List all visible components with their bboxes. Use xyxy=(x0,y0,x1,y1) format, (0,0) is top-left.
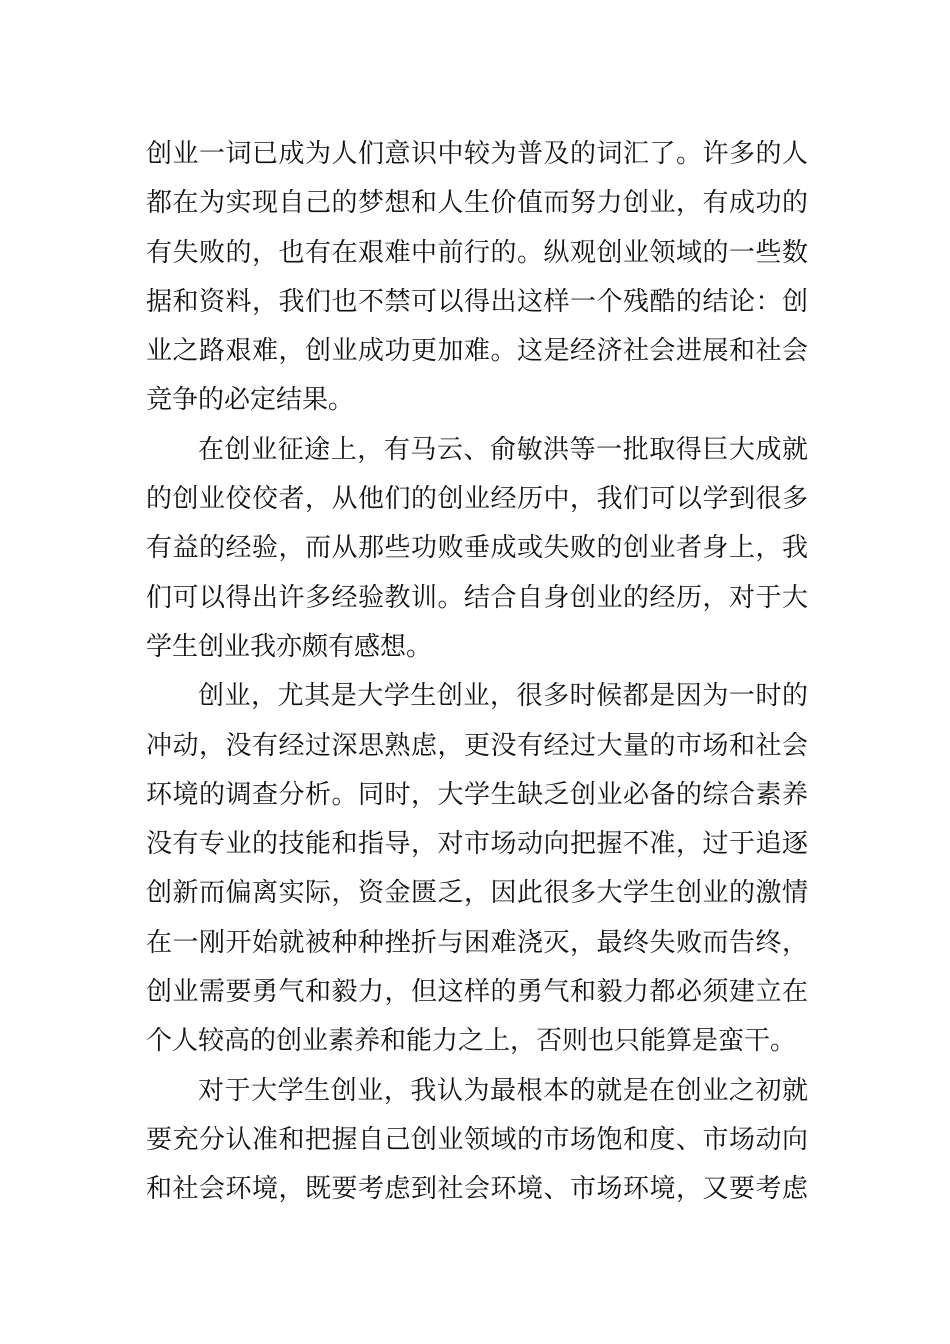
paragraph-2 xyxy=(146,426,808,672)
text-line: 们可以得出许多经验教训。结合自身创业的经历，对于大 xyxy=(146,582,808,613)
text-line: 业之路艰难，创业成功更加难。这是经济社会进展和社会 xyxy=(146,336,808,367)
text-line: 创新而偏离实际，资金匮乏，因此很多大学生创业的激情 xyxy=(146,878,808,909)
text-line: 的创业佼佼者，从他们的创业经历中，我们可以学到很多 xyxy=(146,484,808,515)
text-line: 据和资料，我们也不禁可以得出这样一个残酷的结论：创 xyxy=(146,286,808,317)
paragraph-1 xyxy=(146,130,808,426)
text-line: 创业，尤其是大学生创业，很多时候都是因为一时的 xyxy=(198,681,808,712)
text-line: 在一刚开始就被种种挫折与困难浇灭，最终失败而告终， xyxy=(146,927,808,958)
document-page xyxy=(146,130,808,1215)
paragraph-3 xyxy=(146,672,808,1066)
text-line: 要充分认准和把握自己创业领域的市场饱和度、市场动向 xyxy=(146,1124,808,1155)
text-line: 创业一词已成为人们意识中较为普及的词汇了。许多的人 xyxy=(146,139,808,169)
text-line: 个人较高的创业素养和能力之上，否则也只能算是蛮干。 xyxy=(146,1026,797,1057)
text-line: 竞争的必定结果。 xyxy=(146,385,355,416)
text-line: 冲动，没有经过深思熟虑，更没有经过大量的市场和社会 xyxy=(146,730,808,761)
paragraph-4 xyxy=(146,1067,808,1215)
text-line: 和社会环境，既要考虑到社会环境、市场环境，又要考虑 xyxy=(146,1174,808,1205)
text-line: 对于大学生创业，我认为最根本的就是在创业之初就 xyxy=(198,1075,808,1106)
text-line: 环境的调查分析。同时，大学生缺乏创业必备的综合素养 xyxy=(146,779,808,810)
text-line: 学生创业我亦颇有感想。 xyxy=(146,631,433,662)
text-line: 有失败的，也有在艰难中前行的。纵观创业领域的一些数 xyxy=(146,237,808,268)
text-line: 在创业征途上，有马云、俞敏洪等一批取得巨大成就 xyxy=(198,434,808,465)
text-line: 都在为实现自己的梦想和人生价值而努力创业，有成功的 xyxy=(146,188,808,219)
text-line: 创业需要勇气和毅力，但这样的勇气和毅力都必须建立在 xyxy=(146,977,808,1008)
text-line: 有益的经验，而从那些功败垂成或失败的创业者身上，我 xyxy=(146,533,808,564)
text-line: 没有专业的技能和指导，对市场动向把握不准，过于追逐 xyxy=(146,829,808,860)
